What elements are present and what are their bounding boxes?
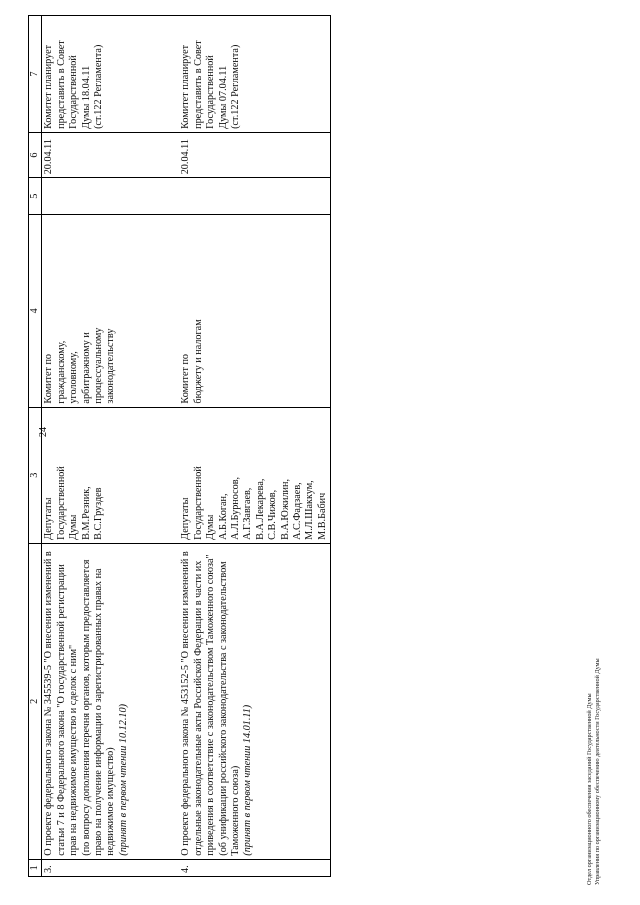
note-line: (ст.122 Регламента) <box>93 44 105 129</box>
note-line: представить в Совет <box>55 40 67 129</box>
note-line: Комитет планирует <box>180 44 192 129</box>
author-line: С.В.Чижов, <box>267 489 279 540</box>
note-line: Государственной <box>205 55 217 129</box>
authors-cell <box>42 407 180 543</box>
bill-description-cell <box>42 543 180 859</box>
note-line: Комитет планирует <box>43 44 55 129</box>
column-header-5: 5 <box>29 178 42 215</box>
author-line: М.В.Бабич <box>316 492 328 540</box>
note-cell <box>42 16 180 133</box>
committee-line: гражданскому, <box>55 340 67 404</box>
author-line: В.А.Лекарева, <box>254 478 266 540</box>
column-header-7: 7 <box>29 16 42 133</box>
note-cell <box>179 16 330 133</box>
committee-line: бюджету и налогам <box>192 319 204 404</box>
committee-line: уголовному, <box>68 351 80 404</box>
bill-description-cell <box>179 543 330 859</box>
note-line: представить в Совет <box>192 40 204 129</box>
row-number: 3. <box>42 859 180 876</box>
committee-line: законодательству <box>105 328 117 404</box>
committee-line: арбитражному и <box>80 332 92 404</box>
author-line: В.С.Груздев <box>93 487 105 540</box>
bill-detail-text: (по вопросу дополнения перечня органов, которым предоставляется право на получение информации о зарегистрированных правах на недвижимое имущество) <box>80 559 117 856</box>
table-row <box>42 16 180 877</box>
bills-table <box>28 15 331 877</box>
date-cell: 20.04.11 <box>42 132 180 177</box>
note-line: Государственной <box>68 55 80 129</box>
author-line: А.Б.Коган, <box>217 493 229 540</box>
note-line: Думы 18.04.11 <box>80 65 92 129</box>
author-line: Думы <box>205 514 217 540</box>
bill-main-text: О проекте федерального закона № 345539-5 "О внесении изменений в статьи 7 и 8 Федерального закона "О государственной регистрации прав на недвижимое имущество и сделок с ним" <box>43 551 80 856</box>
column-5-cell <box>179 178 330 215</box>
author-line: В.М.Резник, <box>80 486 92 540</box>
committee-line: Комитет по <box>43 353 55 404</box>
bill-reading-status: (принят в первом чтении 14.01.11) <box>242 704 254 856</box>
author-line: Государственной <box>55 466 67 540</box>
page-number: 24 <box>38 427 49 437</box>
column-5-cell <box>42 178 180 215</box>
footer-line: Отдел организационного обеспечения заседаний Государственной Думы <box>586 693 593 885</box>
page-footer <box>586 565 602 885</box>
author-line: Депутаты <box>180 497 192 540</box>
author-line: В.А.Южилин, <box>279 478 291 540</box>
bill-detail-text: (об унификации российского законодательства с законодательством Таможенного союза) <box>217 561 242 856</box>
author-line: Депутаты <box>43 497 55 540</box>
note-line: Думы 07.04.11 <box>217 65 229 129</box>
note-line: (ст.122 Регламента) <box>230 44 242 129</box>
author-line: А.Г.Завгаев, <box>242 487 254 540</box>
date-cell: 20.04.11 <box>179 132 330 177</box>
committee-cell <box>179 215 330 408</box>
bill-main-text: О проекте федерального закона № 453152-5 "О внесении изменений в отдельные законодательные акты Российской Федерации в части их приведения в соответствие с законодательством Таможенного союза" <box>180 551 217 856</box>
column-header-6: 6 <box>29 132 42 177</box>
author-line: Думы <box>68 514 80 540</box>
committee-line: процессуальному <box>93 327 105 404</box>
author-line: М.Л.Шаккум, <box>304 480 316 540</box>
column-header-2: 2 <box>29 543 42 859</box>
row-number: 4. <box>179 859 330 876</box>
footer-line: Управления по организационному обеспечению деятельности Государственной Думы <box>594 658 601 885</box>
column-header-3: 3 <box>29 407 42 543</box>
bill-reading-status: (принят в первом чтении 10.12.10) <box>117 704 129 856</box>
author-line: Государственной <box>192 466 204 540</box>
column-header-4: 4 <box>29 215 42 408</box>
bills-table-container <box>28 15 328 877</box>
committee-cell <box>42 215 180 408</box>
author-line: А.Л.Бурносов, <box>230 476 242 540</box>
column-header-1: 1 <box>29 859 42 876</box>
table-header-row <box>29 16 42 877</box>
author-line: А.С.Фадзаев, <box>292 482 304 540</box>
authors-cell <box>179 407 330 543</box>
table-row <box>179 16 330 877</box>
committee-line: Комитет по <box>180 353 192 404</box>
